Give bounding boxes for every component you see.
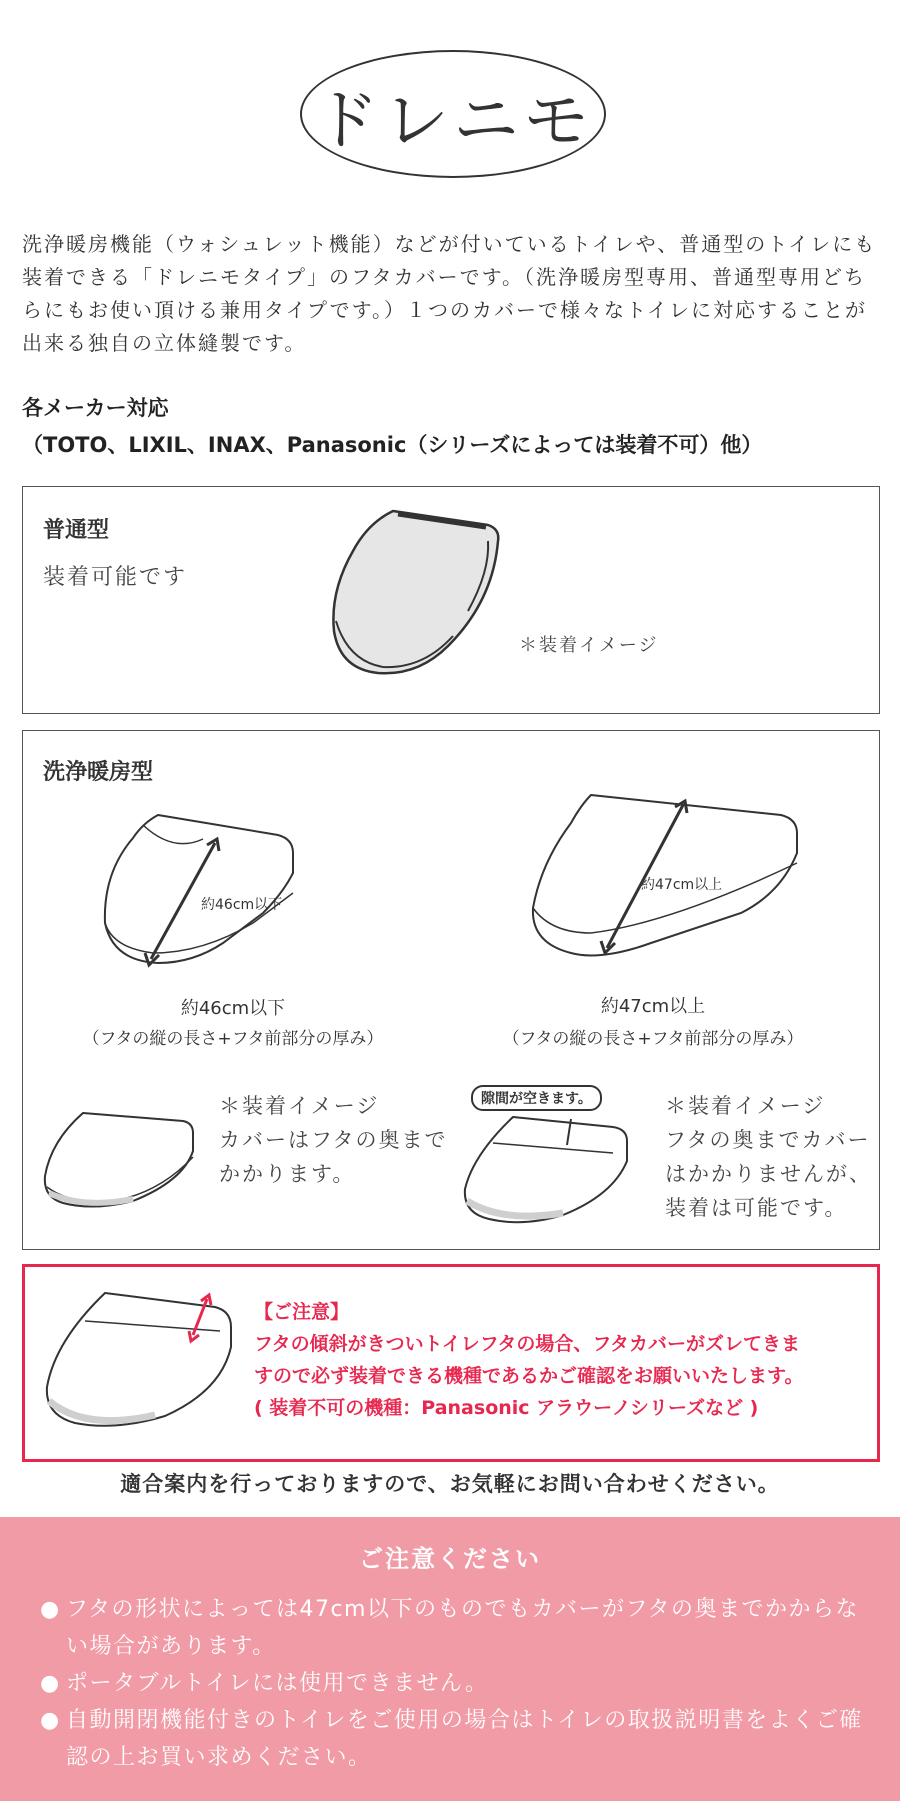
bullet-icon: ● — [40, 1671, 61, 1696]
page-title: ドレニモ — [313, 81, 593, 159]
caution-text — [254, 1296, 874, 1424]
washlet-heading: 洗浄暖房型 — [43, 760, 154, 785]
notice-list — [40, 1591, 880, 1776]
small-diagram-label: 約46cm以下 — [201, 897, 283, 913]
large-caption-1: ＊装着イメージ — [665, 1094, 826, 1118]
notice-heading: ご注意ください — [359, 1545, 541, 1573]
small-caption-1: ＊装着イメージ — [219, 1094, 380, 1118]
makers-heading: 各メーカー対応 — [22, 396, 169, 420]
regular-image-caption: ＊装着イメージ — [519, 635, 659, 656]
notice-item: ● 自動開閉機能付きのトイレをご使用の場合はトイレの取扱説明書をよくご確認の上お買い求めください。 — [40, 1702, 880, 1776]
small-size-label: 約46cm以下 — [180, 998, 286, 1019]
small-caption-3: かかります。 — [219, 1162, 356, 1186]
regular-status: 装着可能です — [43, 565, 188, 590]
bullet-icon: ● — [40, 1708, 61, 1733]
large-size-label: 約47cm以上 — [600, 996, 706, 1017]
notice-item: ● フタの形状によっては47cm以下のものでもカバーがフタの奥までかからない場合があります。 — [40, 1591, 880, 1665]
notice-item: ● ポータブルトイレには使用できません。 — [40, 1665, 880, 1702]
caution-line-1: フタの傾斜がきついトイレフタの場合、フタカバーがズレてきま — [254, 1333, 801, 1355]
intro-text: 洗浄暖房機能（ウォシュレット機能）などが付いているトイレや、普通型のトイレにも装着できる「ドレニモタイプ」のフタカバーです。（洗浄暖房型専用、普通型専用どちらにもお使い頂ける兼用タイプです。）１つのカバーで様々なトイレに対応することが出来る独自の立体縫製です。 — [22, 232, 877, 355]
notice-section — [0, 1517, 900, 1801]
large-size-note: （フタの縦の長さ+フタ前部分の厚み） — [502, 1029, 804, 1049]
large-fitted-illustration — [463, 1115, 633, 1235]
small-caption-2: カバーはフタの奥まで — [219, 1128, 448, 1152]
regular-heading: 普通型 — [43, 518, 110, 543]
small-size-note: （フタの縦の長さ+フタ前部分の厚み） — [82, 1029, 384, 1049]
large-diagram-label: 約47cm以上 — [641, 877, 723, 893]
large-caption-2: フタの奥までカバー — [665, 1128, 871, 1152]
bullet-icon: ● — [40, 1597, 61, 1622]
title-oval — [300, 50, 606, 178]
washlet-type-box — [22, 730, 880, 1250]
makers-list: （TOTO、LIXIL、INAX、Panasonic（シリーズによっては装着不可）他） — [22, 433, 763, 457]
regular-lid-illustration — [328, 511, 548, 691]
caution-heading: 【ご注意】 — [254, 1301, 350, 1323]
sloped-lid-illustration — [45, 1291, 255, 1451]
caution-line-3: ( 装着不可の機種：Panasonic アラウーノシリーズなど ) — [254, 1397, 759, 1419]
contact-text: 適合案内を行っておりますので、お気軽にお問い合わせください。 — [120, 1472, 780, 1496]
regular-type-box — [22, 486, 880, 714]
gap-tag: 隙間が空きます。 — [471, 1085, 602, 1111]
large-caption-3: はかかりませんが、 — [665, 1162, 872, 1186]
caution-line-2: すので必ず装着できる機種であるかご確認をお願いいたします。 — [254, 1365, 804, 1387]
large-caption-4: 装着は可能です。 — [665, 1196, 848, 1220]
small-fitted-illustration — [43, 1111, 203, 1211]
